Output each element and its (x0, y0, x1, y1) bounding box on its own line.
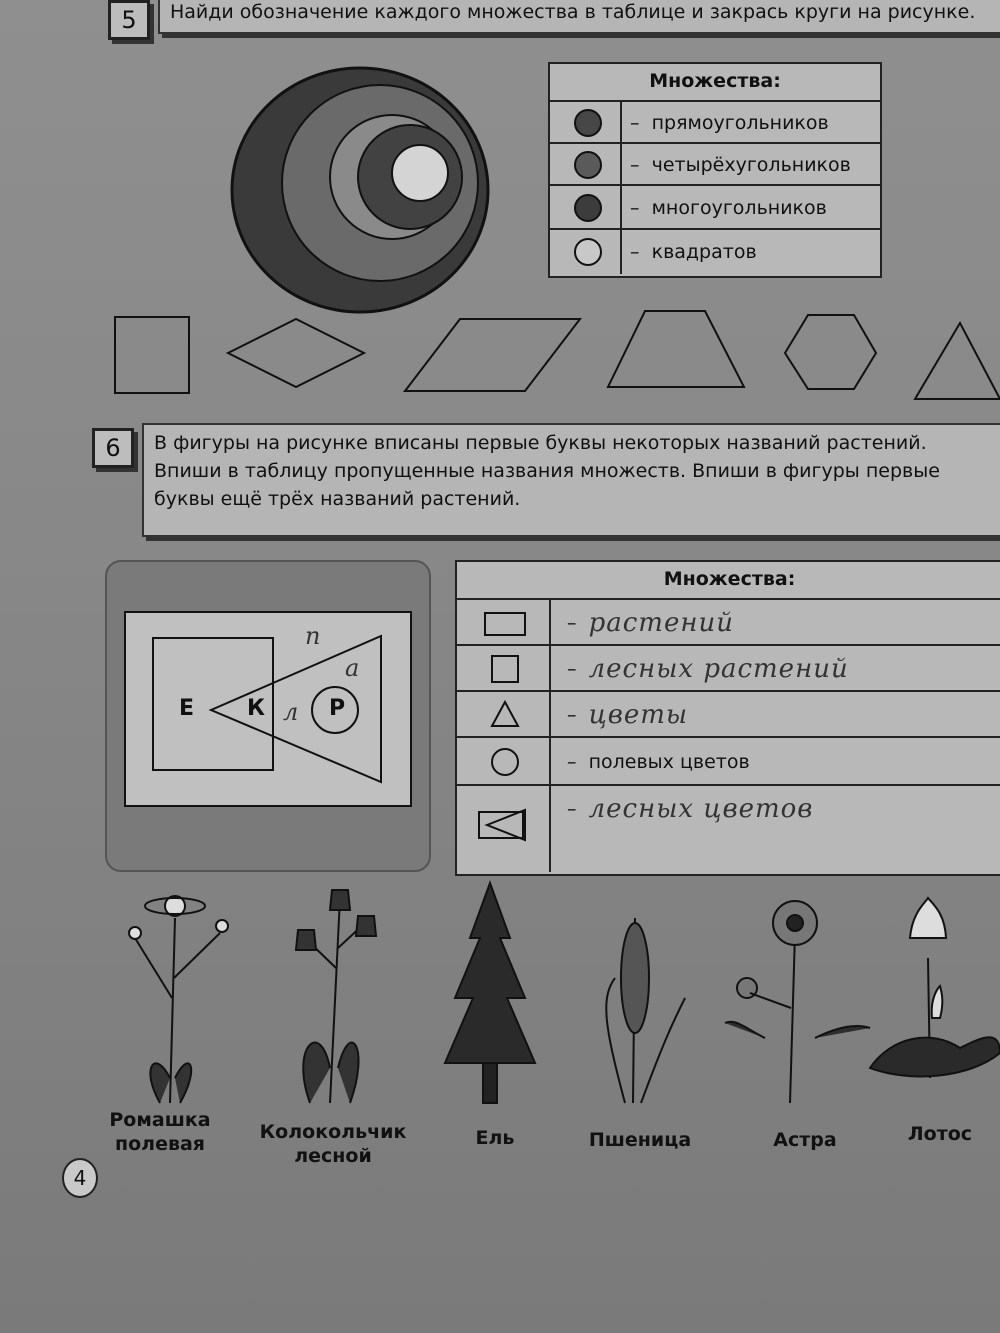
filled-circle-icon[interactable] (550, 144, 620, 186)
filled-circle-icon[interactable] (550, 102, 620, 144)
table-row: – прямоугольников (550, 100, 880, 144)
diagram-handwritten-l[interactable]: л (283, 698, 300, 726)
table-row: – квадратов (550, 228, 880, 274)
plant-label-lotus: Лотос (907, 1123, 973, 1145)
plant-label-wheat: Пшеница (588, 1129, 692, 1151)
plant-label-aster: Астра (773, 1129, 837, 1151)
filled-circle-icon[interactable] (550, 186, 620, 230)
plant-label-chamomile: Ромашка полевая (109, 1109, 211, 1155)
square-icon (457, 646, 549, 692)
task-5-text: Найди обозначение каждого множества в таблице и закрась круги на рисунке. (170, 1, 976, 23)
square-icon (115, 317, 189, 393)
answer-field[interactable]: растений (588, 608, 734, 638)
task-6-number: 6 (92, 428, 134, 468)
rectangle-icon (457, 600, 549, 646)
chamomile-icon (129, 896, 228, 1103)
table-header: Множества: (663, 568, 796, 590)
diagram-handwritten-a[interactable]: а (345, 654, 361, 682)
plant-label-spruce: Ель (475, 1127, 515, 1149)
bellflower-icon (296, 890, 376, 1103)
set-label: полевых цветов (588, 751, 750, 773)
table-row: – четырёхугольников (550, 142, 880, 186)
diagram-letter-r: Р (329, 696, 346, 721)
task-6-text: В фигуры на рисунке вписаны первые буквы некоторых названий растений. Впиши в таблицу пропущенные названия множеств. Впиши в фигуры первые буквы ещё трёх названий растений. (154, 432, 940, 510)
table-row: – растений (457, 598, 1000, 646)
plant-label-bellflower: Колокольчик лесной (259, 1121, 407, 1167)
diagram-letter-k: К (247, 696, 265, 721)
triangle-icon (915, 323, 1000, 399)
hexagon-icon (785, 315, 876, 389)
table-row: – лесных растений (457, 644, 1000, 692)
lotus-icon (870, 898, 1000, 1078)
table-row: – цветы (457, 690, 1000, 738)
set-label: прямоугольников (651, 112, 829, 134)
plants-illustrations (100, 878, 1000, 1110)
answer-field[interactable]: лесных растений (588, 654, 849, 684)
diagram-letter-e: Е (179, 696, 195, 721)
aster-icon (725, 901, 870, 1103)
table-row: – полевых цветов (457, 736, 1000, 786)
spruce-icon (445, 883, 535, 1103)
answer-field[interactable]: цветы (588, 700, 689, 730)
table-row: – лесных цветов (457, 784, 1000, 872)
nested-circles-picture (230, 65, 500, 315)
task-5-sets-table (548, 62, 882, 278)
set-label: многоугольников (651, 197, 827, 219)
parallelogram-icon (405, 319, 580, 391)
answer-field[interactable]: лесных цветов (588, 794, 814, 824)
circle-icon (457, 738, 549, 786)
task-6-sets-table (455, 560, 1000, 876)
square-triangle-icon (457, 786, 549, 872)
diagram-shapes (123, 610, 415, 810)
trapezoid-icon (608, 311, 744, 387)
empty-circle-icon[interactable] (550, 230, 620, 274)
table-header: Множества: (649, 70, 781, 92)
wheat-icon (606, 918, 685, 1103)
plant-sets-diagram (105, 560, 431, 872)
shapes-row (100, 305, 1000, 405)
task-5-instruction (158, 0, 1000, 34)
set-label: квадратов (651, 241, 757, 263)
rhombus-icon (228, 319, 364, 387)
task-6-instruction (142, 423, 1000, 537)
page-number: 4 (62, 1158, 98, 1198)
set-label: четырёхугольников (651, 154, 851, 176)
table-row: – многоугольников (550, 184, 880, 230)
task-5-number: 5 (108, 0, 150, 40)
diagram-handwritten-p[interactable]: п (305, 622, 322, 650)
triangle-icon (457, 692, 549, 738)
